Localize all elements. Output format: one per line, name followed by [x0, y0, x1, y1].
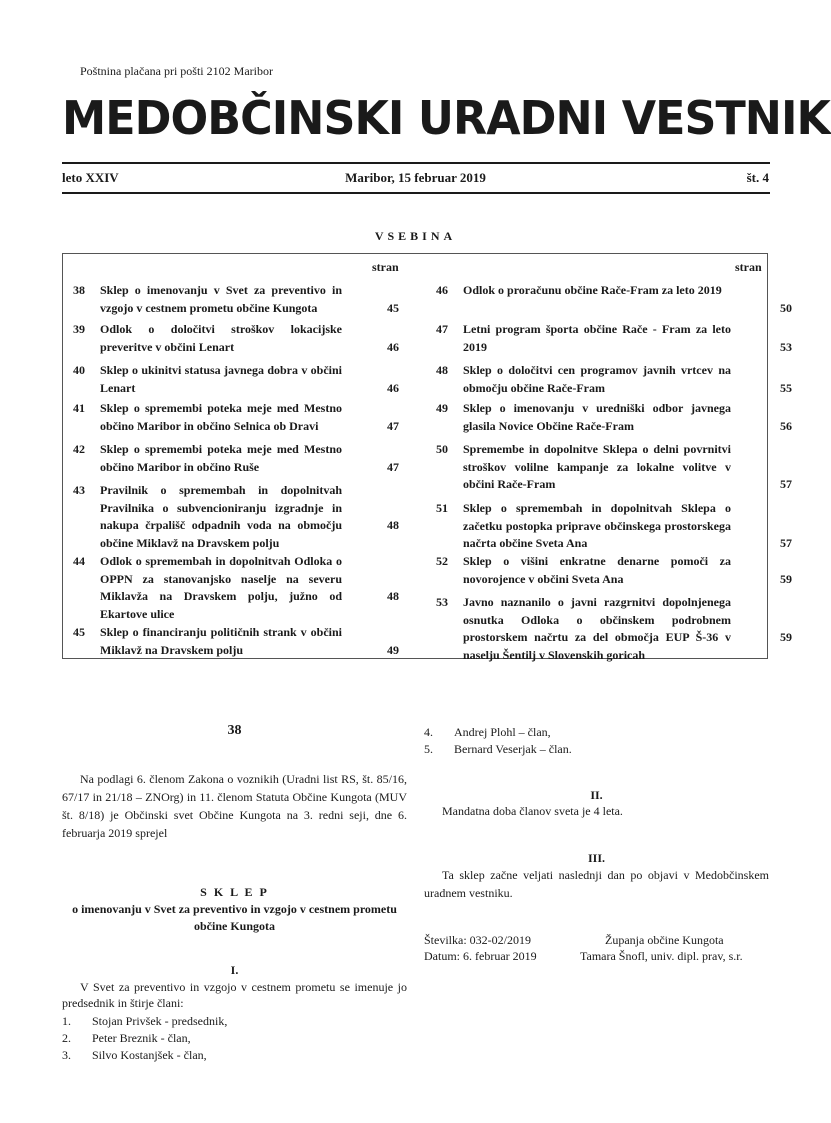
section-i-title: I. — [230, 963, 239, 977]
list-item: 3. Silvo Kostanjšek - član, — [62, 1048, 207, 1062]
publication-title: MEDOBČINSKI URADNI VESTNIK — [62, 91, 830, 145]
toc-entry[interactable] — [73, 282, 399, 317]
issue-date: Maribor, 15 februar 2019 — [345, 170, 486, 185]
toc-entry-page: 50 — [780, 300, 792, 315]
toc-entry-page: 48 — [387, 589, 399, 603]
toc-entry-number: 46 — [436, 283, 448, 297]
toc-entry[interactable] — [436, 321, 792, 356]
toc-entry-number: 53 — [436, 595, 448, 609]
toc-entry-page: 46 — [387, 339, 399, 354]
list-item: 2. Peter Breznik - član, — [62, 1031, 191, 1045]
toc-entry-number: 48 — [436, 363, 448, 377]
toc-entry[interactable] — [73, 441, 399, 476]
toc-entry-page: 56 — [780, 418, 792, 433]
toc-entry-page: 55 — [780, 380, 792, 395]
header-rule-bottom — [62, 192, 770, 194]
toc-entry[interactable] — [73, 624, 399, 659]
toc-entry-number: 42 — [73, 442, 85, 456]
toc-entry[interactable] — [436, 500, 792, 553]
list-item: 1. Stojan Privšek - predsednik, — [62, 1014, 228, 1028]
toc-entry-title: Sklep o ukinitvi statusa javnega dobra v občini Lenart — [100, 363, 342, 395]
list-item: 4. Andrej Plohl – član, — [424, 725, 551, 739]
toc-entry-page: 57 — [780, 477, 792, 491]
toc-entry-number: 43 — [73, 483, 85, 497]
toc-entry[interactable] — [73, 321, 399, 356]
toc-entry-title: Sklep o spremembi poteka meje med Mestno občino Maribor in občino Ruše — [100, 442, 342, 474]
toc-entry-page: 45 — [387, 300, 399, 315]
page-column-label-left: stran — [372, 260, 399, 274]
toc-entry-title: Sklep o določitvi cen programov javnih vrtcev na območju občine Rače-Fram — [463, 363, 731, 395]
postage-note: Poštnina plačana pri pošti 2102 Maribor — [80, 64, 273, 78]
toc-entry-title: Sklep o imenovanju v uredniški odbor javnega glasila Novice Občine Rače-Fram — [463, 401, 731, 433]
document-number: Številka: 032-02/2019 — [424, 933, 531, 947]
section-iii-text: Ta sklep začne veljati naslednji dan po objavi v Medobčinskem uradnem vestniku. — [424, 868, 769, 900]
toc-entry-title: Letni program športa občine Rače - Fram za leto 2019 — [463, 322, 731, 354]
toc-entry-page: 46 — [387, 380, 399, 395]
toc-entry-title: Sklep o imenovanju v Svet za preventivo in vzgojo v cestnem prometu občine Kungota — [100, 283, 342, 315]
toc-entry[interactable] — [436, 553, 792, 588]
toc-entry[interactable] — [73, 362, 399, 397]
toc-entry[interactable] — [73, 482, 399, 550]
resolution-subtitle: o imenovanju v Svet za preventivo in vzgojo v cestnem prometu občine Kungota — [72, 902, 397, 933]
toc-entry-number: 39 — [73, 322, 85, 336]
toc-entry-number: 41 — [73, 401, 85, 415]
header-rule-top — [62, 162, 770, 164]
toc-entry-title: Sklep o spremembi poteka meje med Mestno občino Maribor in občino Selnica ob Dravi — [100, 401, 342, 433]
contents-box — [62, 253, 792, 662]
section-iii-title: III. — [587, 851, 605, 865]
toc-entry-title: Sklep o višini enkratne denarne pomoči za novorojence v občini Sveta Ana — [463, 554, 731, 586]
toc-entry-number: 51 — [436, 501, 448, 515]
resolution-title: S K L E P — [200, 885, 269, 899]
toc-entry-page: 59 — [780, 571, 792, 586]
list-item: 5. Bernard Veserjak – član. — [424, 742, 572, 756]
article-number: 38 — [227, 723, 242, 738]
toc-entry[interactable] — [436, 282, 792, 317]
contents-title: VSEBINA — [374, 229, 457, 243]
toc-entry-number: 52 — [436, 554, 448, 568]
toc-entry[interactable] — [436, 400, 792, 435]
toc-entry[interactable] — [73, 553, 399, 621]
toc-entry[interactable] — [436, 594, 792, 662]
section-ii-text: Mandatna doba članov sveta je 4 leta. — [442, 804, 623, 818]
toc-entry-number: 44 — [73, 554, 85, 568]
toc-entry-title: Pravilnik o spremembah in dopolnitvah Pravilnika o subvencioniranju izgradnje in nakupa črpališč odpadnih voda na območju občine Miklavž na Dravskem polju — [100, 483, 342, 550]
toc-entry-number: 45 — [73, 625, 85, 639]
toc-entry-page: 47 — [387, 418, 399, 433]
toc-entry-number: 47 — [436, 322, 448, 336]
toc-entry-page: 48 — [387, 518, 399, 532]
signer-role: Županja občine Kungota — [605, 933, 724, 947]
toc-entry-title: Spremembe in dopolnitve Sklepa o delni povrnitvi stroškov volilne kampanje za lokalne volitve v občini Rače-Fram — [463, 442, 731, 491]
toc-entry-title: Sklep o spremembah in dopolnitvah Sklepa o začetku postopka priprave občinskega prostorskega načrta občine Sveta Ana — [463, 501, 731, 550]
section-i-text: V Svet za preventivo in vzgojo v cestnem prometu se imenuje jo predsednik in štirje člani: — [62, 980, 407, 1010]
toc-entry-number: 38 — [73, 283, 85, 297]
document-date: Datum: 6. februar 2019 — [424, 949, 537, 963]
toc-entry-page: 49 — [387, 642, 399, 657]
toc-entry-title: Javno naznanilo o javni razgrnitvi dopolnjenega osnutka Odloka o občinskem podrobnem prostorskem načrtu za del območja EUP Š-36 v naselju Šentilj v Slovenskih goricah — [463, 595, 731, 662]
toc-entry-title: Odlok o spremembah in dopolnitvah Odloka o OPPN za stanovanjsko naselje na severu Miklavža na Dravskem polju, južno od Ekartove ulice — [100, 554, 342, 621]
toc-entry-title: Sklep o financiranju političnih strank v občini Miklavž na Dravskem polju — [100, 625, 342, 657]
toc-entry-title: Odlok o določitvi stroškov lokacijske preveritve v občini Lenart — [100, 322, 342, 354]
toc-entry-page: 57 — [780, 536, 792, 550]
toc-entry[interactable] — [436, 362, 792, 397]
toc-entry-number: 49 — [436, 401, 448, 415]
toc-entry[interactable] — [436, 441, 792, 494]
toc-entry-page: 53 — [780, 339, 792, 354]
volume-label: leto XXIV — [62, 170, 119, 185]
issue-number: št. 4 — [746, 170, 769, 185]
toc-entry-page: 59 — [780, 630, 792, 644]
signer-name: Tamara Šnofl, univ. dipl. prav, s.r. — [580, 949, 743, 963]
toc-entry[interactable] — [73, 400, 399, 435]
toc-entry-number: 50 — [436, 442, 448, 456]
toc-entry-number: 40 — [73, 363, 85, 377]
section-ii-title: II. — [590, 788, 603, 802]
article-intro: Na podlagi 6. členom Zakona o voznikih (Uradni list RS, št. 85/16, 67/17 in 21/18 – ZNOrg) in 11. členom Statuta Občine Kungota (MUV št. 8/18) je Občinski svet Občine Kungota na 3. redni seji, dne 6. februarja 2019 sprejel — [62, 772, 407, 840]
page-column-label-right: stran — [735, 260, 762, 274]
toc-entry-page: 47 — [387, 459, 399, 474]
toc-entry-title: Odlok o proračunu občine Rače-Fram za leto 2019 — [463, 283, 722, 297]
